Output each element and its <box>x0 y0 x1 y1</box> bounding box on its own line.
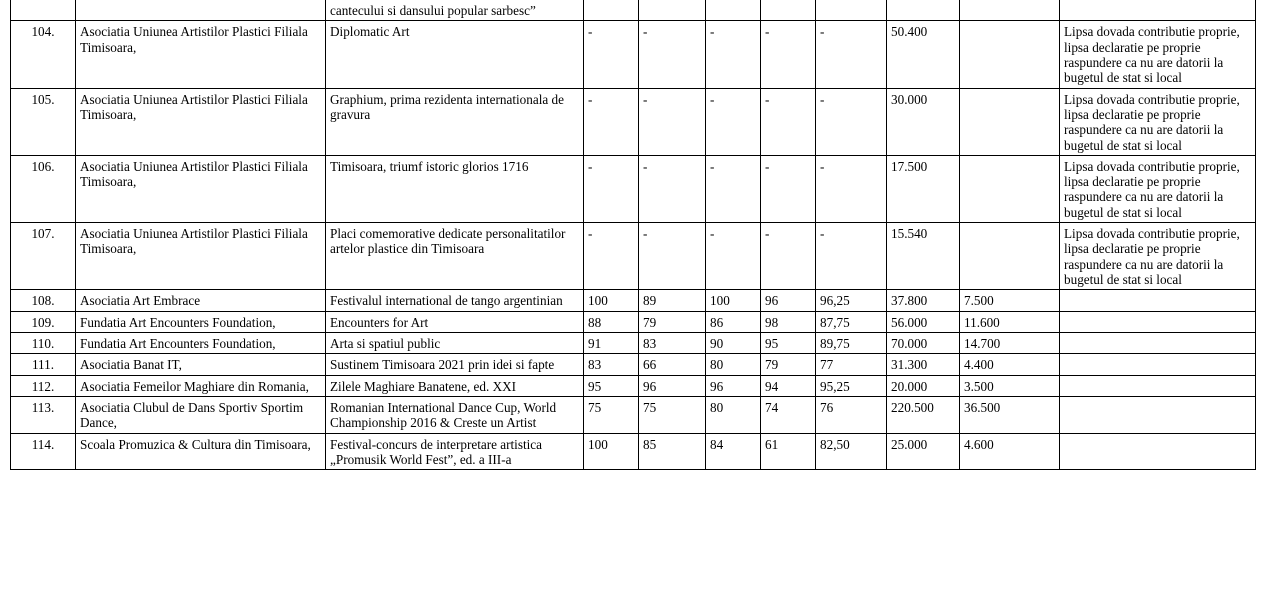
cell-nr: 105. <box>11 88 76 155</box>
cell-s3: 100 <box>706 290 761 311</box>
cell-s1: 95 <box>584 375 639 396</box>
cell-media: 87,75 <box>816 311 887 332</box>
cell-s2: - <box>639 21 706 88</box>
cell-media: 95,25 <box>816 375 887 396</box>
cell-suma-solicitata: 37.800 <box>887 290 960 311</box>
funding-evaluation-table <box>10 0 1256 470</box>
cell-suma-solicitata: 15.540 <box>887 223 960 290</box>
cell-s1: 83 <box>584 354 639 375</box>
cell-nr: 110. <box>11 332 76 353</box>
cell-proiect: Timisoara, triumf istoric glorios 1716 <box>326 155 584 222</box>
cell-nr: 113. <box>11 396 76 433</box>
cell-suma-solicitata: 50.400 <box>887 21 960 88</box>
cell-suma-aprobata <box>960 155 1060 222</box>
cell-suma-aprobata: 11.600 <box>960 311 1060 332</box>
cell-s1: 100 <box>584 290 639 311</box>
cell-media: 76 <box>816 396 887 433</box>
cell-proiect: Zilele Maghiare Banatene, ed. XXI <box>326 375 584 396</box>
cell-proiect: Festival-concurs de interpretare artistica „Promusik World Fest”, ed. a III-a <box>326 433 584 470</box>
cell-media <box>816 0 887 21</box>
cell-s1: 100 <box>584 433 639 470</box>
cell-s2: 96 <box>639 375 706 396</box>
cell-nr: 112. <box>11 375 76 396</box>
cell-organizatie: Asociatia Uniunea Artistilor Plastici Filiala Timisoara, <box>76 155 326 222</box>
table-row <box>11 21 1256 88</box>
cell-suma-solicitata: 17.500 <box>887 155 960 222</box>
cell-s2: 89 <box>639 290 706 311</box>
cell-suma-solicitata: 56.000 <box>887 311 960 332</box>
table-row <box>11 88 1256 155</box>
cell-proiect: Graphium, prima rezidenta internationala de gravura <box>326 88 584 155</box>
cell-observatii: Lipsa dovada contributie proprie, lipsa declaratie pe proprie raspundere ca nu are datorii la bugetul de stat si local <box>1060 88 1256 155</box>
table-row <box>11 155 1256 222</box>
cell-nr: 106. <box>11 155 76 222</box>
cell-s3: - <box>706 21 761 88</box>
cell-organizatie: Asociatia Uniunea Artistilor Plastici Filiala Timisoara, <box>76 223 326 290</box>
table-row <box>11 375 1256 396</box>
cell-s1: - <box>584 21 639 88</box>
cell-s4: 79 <box>761 354 816 375</box>
cell-suma-aprobata: 4.400 <box>960 354 1060 375</box>
cell-proiect: Festivalul international de tango argentinian <box>326 290 584 311</box>
cell-nr: 107. <box>11 223 76 290</box>
table-row <box>11 311 1256 332</box>
cell-s1: 88 <box>584 311 639 332</box>
table-row <box>11 433 1256 470</box>
cell-nr: 111. <box>11 354 76 375</box>
cell-s3: 80 <box>706 396 761 433</box>
cell-media: - <box>816 88 887 155</box>
cell-s2: 66 <box>639 354 706 375</box>
cell-suma-aprobata: 14.700 <box>960 332 1060 353</box>
cell-s3: - <box>706 155 761 222</box>
cell-organizatie: Asociatia Uniunea Artistilor Plastici Filiala Timisoara, <box>76 88 326 155</box>
cell-organizatie: Scoala Promuzica & Cultura din Timisoara, <box>76 433 326 470</box>
cell-suma-aprobata: 3.500 <box>960 375 1060 396</box>
cell-s3 <box>706 0 761 21</box>
cell-organizatie: Asociatia Banat IT, <box>76 354 326 375</box>
cell-s3: - <box>706 223 761 290</box>
cell-nr: 108. <box>11 290 76 311</box>
cell-media: 89,75 <box>816 332 887 353</box>
cell-s1 <box>584 0 639 21</box>
cell-s3: - <box>706 88 761 155</box>
cell-proiect: Placi comemorative dedicate personalitatilor artelor plastice din Timisoara <box>326 223 584 290</box>
cell-s4: 74 <box>761 396 816 433</box>
table-row <box>11 354 1256 375</box>
cell-media: - <box>816 223 887 290</box>
cell-s4: 98 <box>761 311 816 332</box>
cell-organizatie: Fundatia Art Encounters Foundation, <box>76 311 326 332</box>
cell-s2: - <box>639 223 706 290</box>
table-row-partial <box>11 0 1256 21</box>
cell-s1: - <box>584 88 639 155</box>
cell-suma-solicitata <box>887 0 960 21</box>
cell-s2: - <box>639 88 706 155</box>
cell-suma-aprobata: 36.500 <box>960 396 1060 433</box>
cell-suma-solicitata: 31.300 <box>887 354 960 375</box>
cell-observatii <box>1060 354 1256 375</box>
cell-s4: 94 <box>761 375 816 396</box>
cell-proiect: Romanian International Dance Cup, World Championship 2016 & Creste un Artist <box>326 396 584 433</box>
cell-s4: - <box>761 88 816 155</box>
cell-organizatie: Fundatia Art Encounters Foundation, <box>76 332 326 353</box>
cell-suma-solicitata: 70.000 <box>887 332 960 353</box>
cell-media: 96,25 <box>816 290 887 311</box>
cell-suma-aprobata <box>960 223 1060 290</box>
cell-proiect: cantecului si dansului popular sarbesc” <box>326 0 584 21</box>
cell-s1: 91 <box>584 332 639 353</box>
cell-nr <box>11 0 76 21</box>
cell-s2: 79 <box>639 311 706 332</box>
cell-proiect: Encounters for Art <box>326 311 584 332</box>
cell-suma-solicitata: 30.000 <box>887 88 960 155</box>
cell-nr: 109. <box>11 311 76 332</box>
cell-nr: 114. <box>11 433 76 470</box>
cell-s2: 85 <box>639 433 706 470</box>
cell-observatii <box>1060 332 1256 353</box>
cell-s4: - <box>761 223 816 290</box>
cell-observatii <box>1060 433 1256 470</box>
cell-s3: 84 <box>706 433 761 470</box>
cell-proiect: Arta si spatiul public <box>326 332 584 353</box>
cell-observatii <box>1060 0 1256 21</box>
cell-observatii <box>1060 290 1256 311</box>
cell-media: - <box>816 21 887 88</box>
cell-observatii: Lipsa dovada contributie proprie, lipsa declaratie pe proprie raspundere ca nu are datorii la bugetul de stat si local <box>1060 155 1256 222</box>
cell-media: - <box>816 155 887 222</box>
cell-suma-aprobata: 7.500 <box>960 290 1060 311</box>
table-row <box>11 332 1256 353</box>
cell-s1: 75 <box>584 396 639 433</box>
cell-suma-solicitata: 25.000 <box>887 433 960 470</box>
cell-suma-solicitata: 20.000 <box>887 375 960 396</box>
cell-suma-aprobata <box>960 0 1060 21</box>
cell-s2: 75 <box>639 396 706 433</box>
cell-s1: - <box>584 155 639 222</box>
cell-s3: 80 <box>706 354 761 375</box>
cell-suma-solicitata: 220.500 <box>887 396 960 433</box>
cell-nr: 104. <box>11 21 76 88</box>
cell-s4: - <box>761 155 816 222</box>
cell-s3: 96 <box>706 375 761 396</box>
cell-observatii <box>1060 396 1256 433</box>
cell-organizatie: Asociatia Art Embrace <box>76 290 326 311</box>
cell-s2 <box>639 0 706 21</box>
cell-proiect: Diplomatic Art <box>326 21 584 88</box>
cell-s2: 83 <box>639 332 706 353</box>
cell-media: 82,50 <box>816 433 887 470</box>
cell-s4: 61 <box>761 433 816 470</box>
cell-observatii: Lipsa dovada contributie proprie, lipsa declaratie pe proprie raspundere ca nu are datorii la bugetul de stat si local <box>1060 223 1256 290</box>
cell-s4: 95 <box>761 332 816 353</box>
cell-s3: 90 <box>706 332 761 353</box>
cell-s4: - <box>761 21 816 88</box>
table-body <box>11 0 1256 470</box>
cell-media: 77 <box>816 354 887 375</box>
cell-observatii <box>1060 375 1256 396</box>
cell-s1: - <box>584 223 639 290</box>
cell-suma-aprobata <box>960 21 1060 88</box>
table-row <box>11 396 1256 433</box>
cell-organizatie <box>76 0 326 21</box>
cell-s3: 86 <box>706 311 761 332</box>
cell-organizatie: Asociatia Uniunea Artistilor Plastici Filiala Timisoara, <box>76 21 326 88</box>
cell-organizatie: Asociatia Clubul de Dans Sportiv Sportim Dance, <box>76 396 326 433</box>
cell-suma-aprobata: 4.600 <box>960 433 1060 470</box>
cell-proiect: Sustinem Timisoara 2021 prin idei si fapte <box>326 354 584 375</box>
cell-observatii: Lipsa dovada contributie proprie, lipsa declaratie pe proprie raspundere ca nu are datorii la bugetul de stat si local <box>1060 21 1256 88</box>
cell-s4 <box>761 0 816 21</box>
cell-organizatie: Asociatia Femeilor Maghiare din Romania, <box>76 375 326 396</box>
cell-s2: - <box>639 155 706 222</box>
table-row <box>11 290 1256 311</box>
cell-s4: 96 <box>761 290 816 311</box>
table-row <box>11 223 1256 290</box>
cell-suma-aprobata <box>960 88 1060 155</box>
cell-observatii <box>1060 311 1256 332</box>
